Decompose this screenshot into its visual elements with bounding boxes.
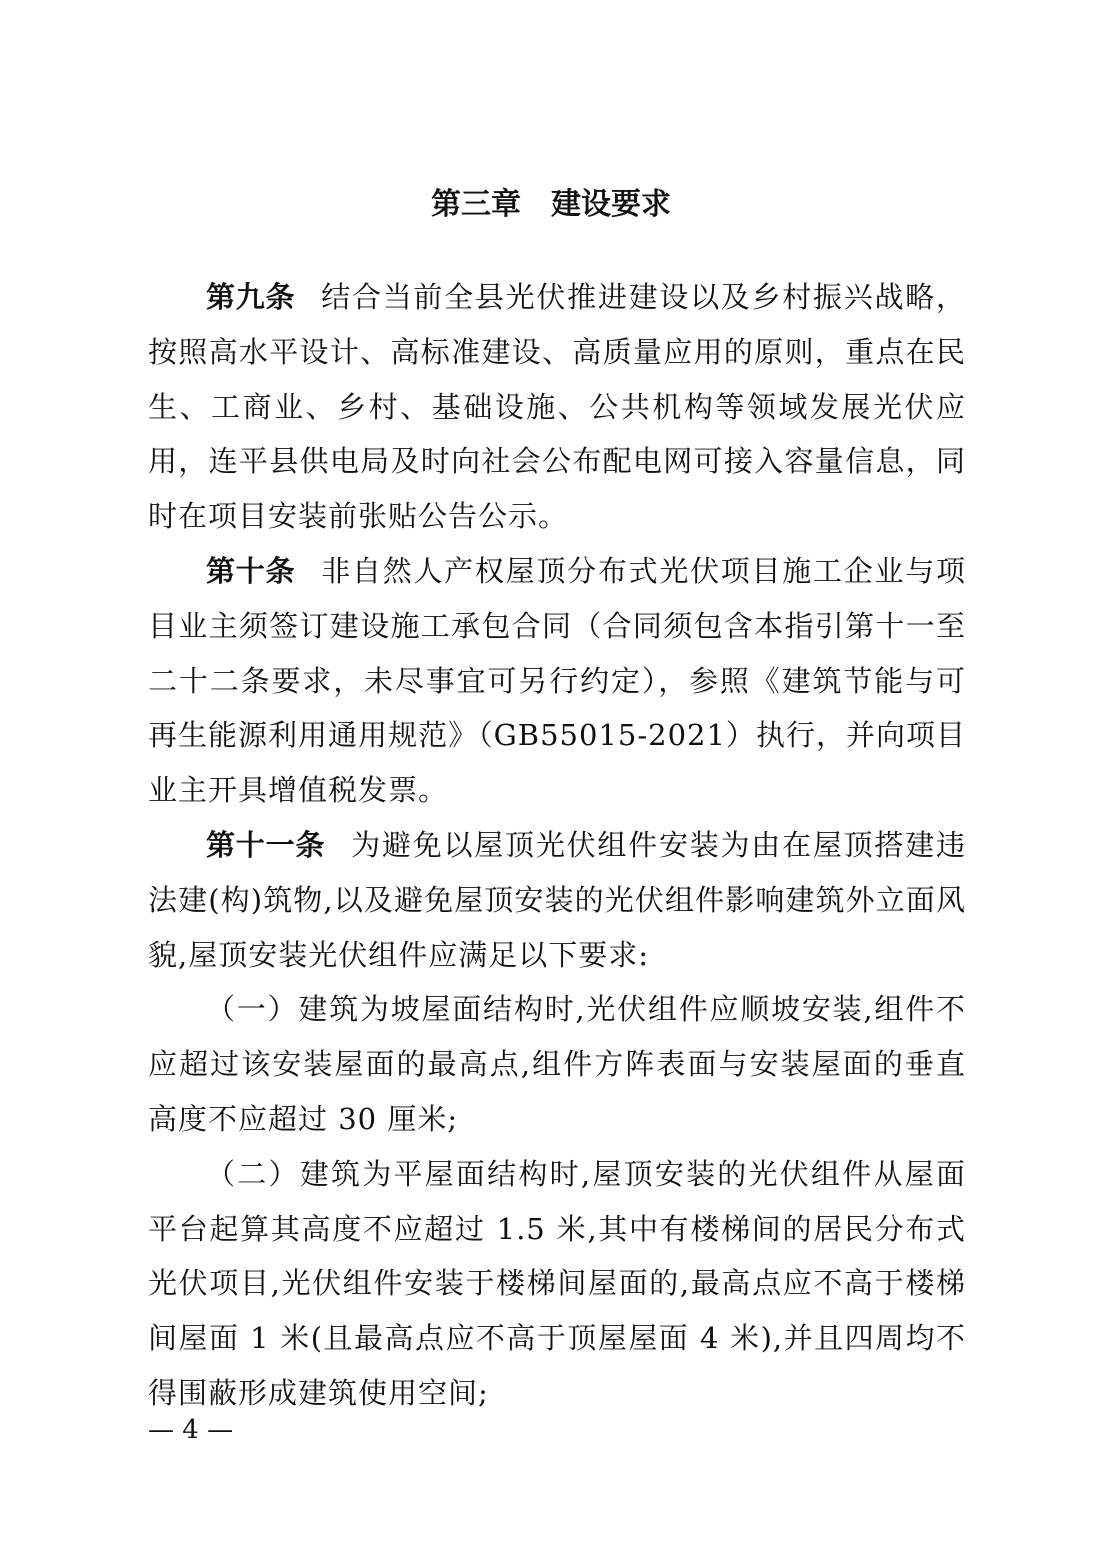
article-text: 结合当前全县光伏推进建设以及乡村振兴战略，按照高水平设计、高标准建设、高质量应用的原则，重点在民生、工商业、乡村、基础设施、公共机构等领域发展光伏应用，连平县供电局及时向社会公布配电网可接入容量信息，同时在项目安装前张贴公告公示。: [148, 280, 966, 534]
list-item-2: （二）建筑为平屋面结构时,屋顶安装的光伏组件从屋面平台起算其高度不应超过 1.5 米,其中有楼梯间的居民分布式光伏项目,光伏组件安装于楼梯间屋面的,最高点应不高于楼梯间屋面 1 米(且最高点应不高于顶屋屋面 4 米),并且四周均不得围蔽形成建筑使用空间;: [148, 1156, 966, 1410]
document-body: [148, 270, 966, 1421]
chapter-title: 第三章 建设要求: [431, 187, 671, 222]
article-text: 非自然人产权屋顶分布式光伏项目施工企业与项目业主须签订建设施工承包合同（合同须包含本指引第十一至二十二条要求，未尽事宜可另行约定），参照《建筑节能与可再生能源利用通用规范》（GB55015-2021）执行，并向项目业主开具增值税发票。: [148, 553, 966, 808]
article-heading: 第十条: [206, 553, 296, 588]
page-number: — 4 —: [148, 1415, 234, 1445]
article-text: 为避免以屋顶光伏组件安装为由在屋顶搭建违法建(构)筑物,以及避免屋顶安装的光伏组件影响建筑外立面风貌,屋顶安装光伏组件应满足以下要求:: [148, 827, 966, 972]
article-10: [148, 544, 966, 818]
article-9: [148, 270, 966, 544]
list-item-1: （一）建筑为坡屋面结构时,光伏组件应顺坡安装,组件不应超过该安装屋面的最高点,组件方阵表面与安装屋面的垂直高度不应超过 30 厘米;: [148, 992, 966, 1136]
article-heading: 第九条: [206, 280, 296, 314]
article-heading: 第十一条: [206, 827, 326, 862]
article-11: [148, 818, 966, 982]
